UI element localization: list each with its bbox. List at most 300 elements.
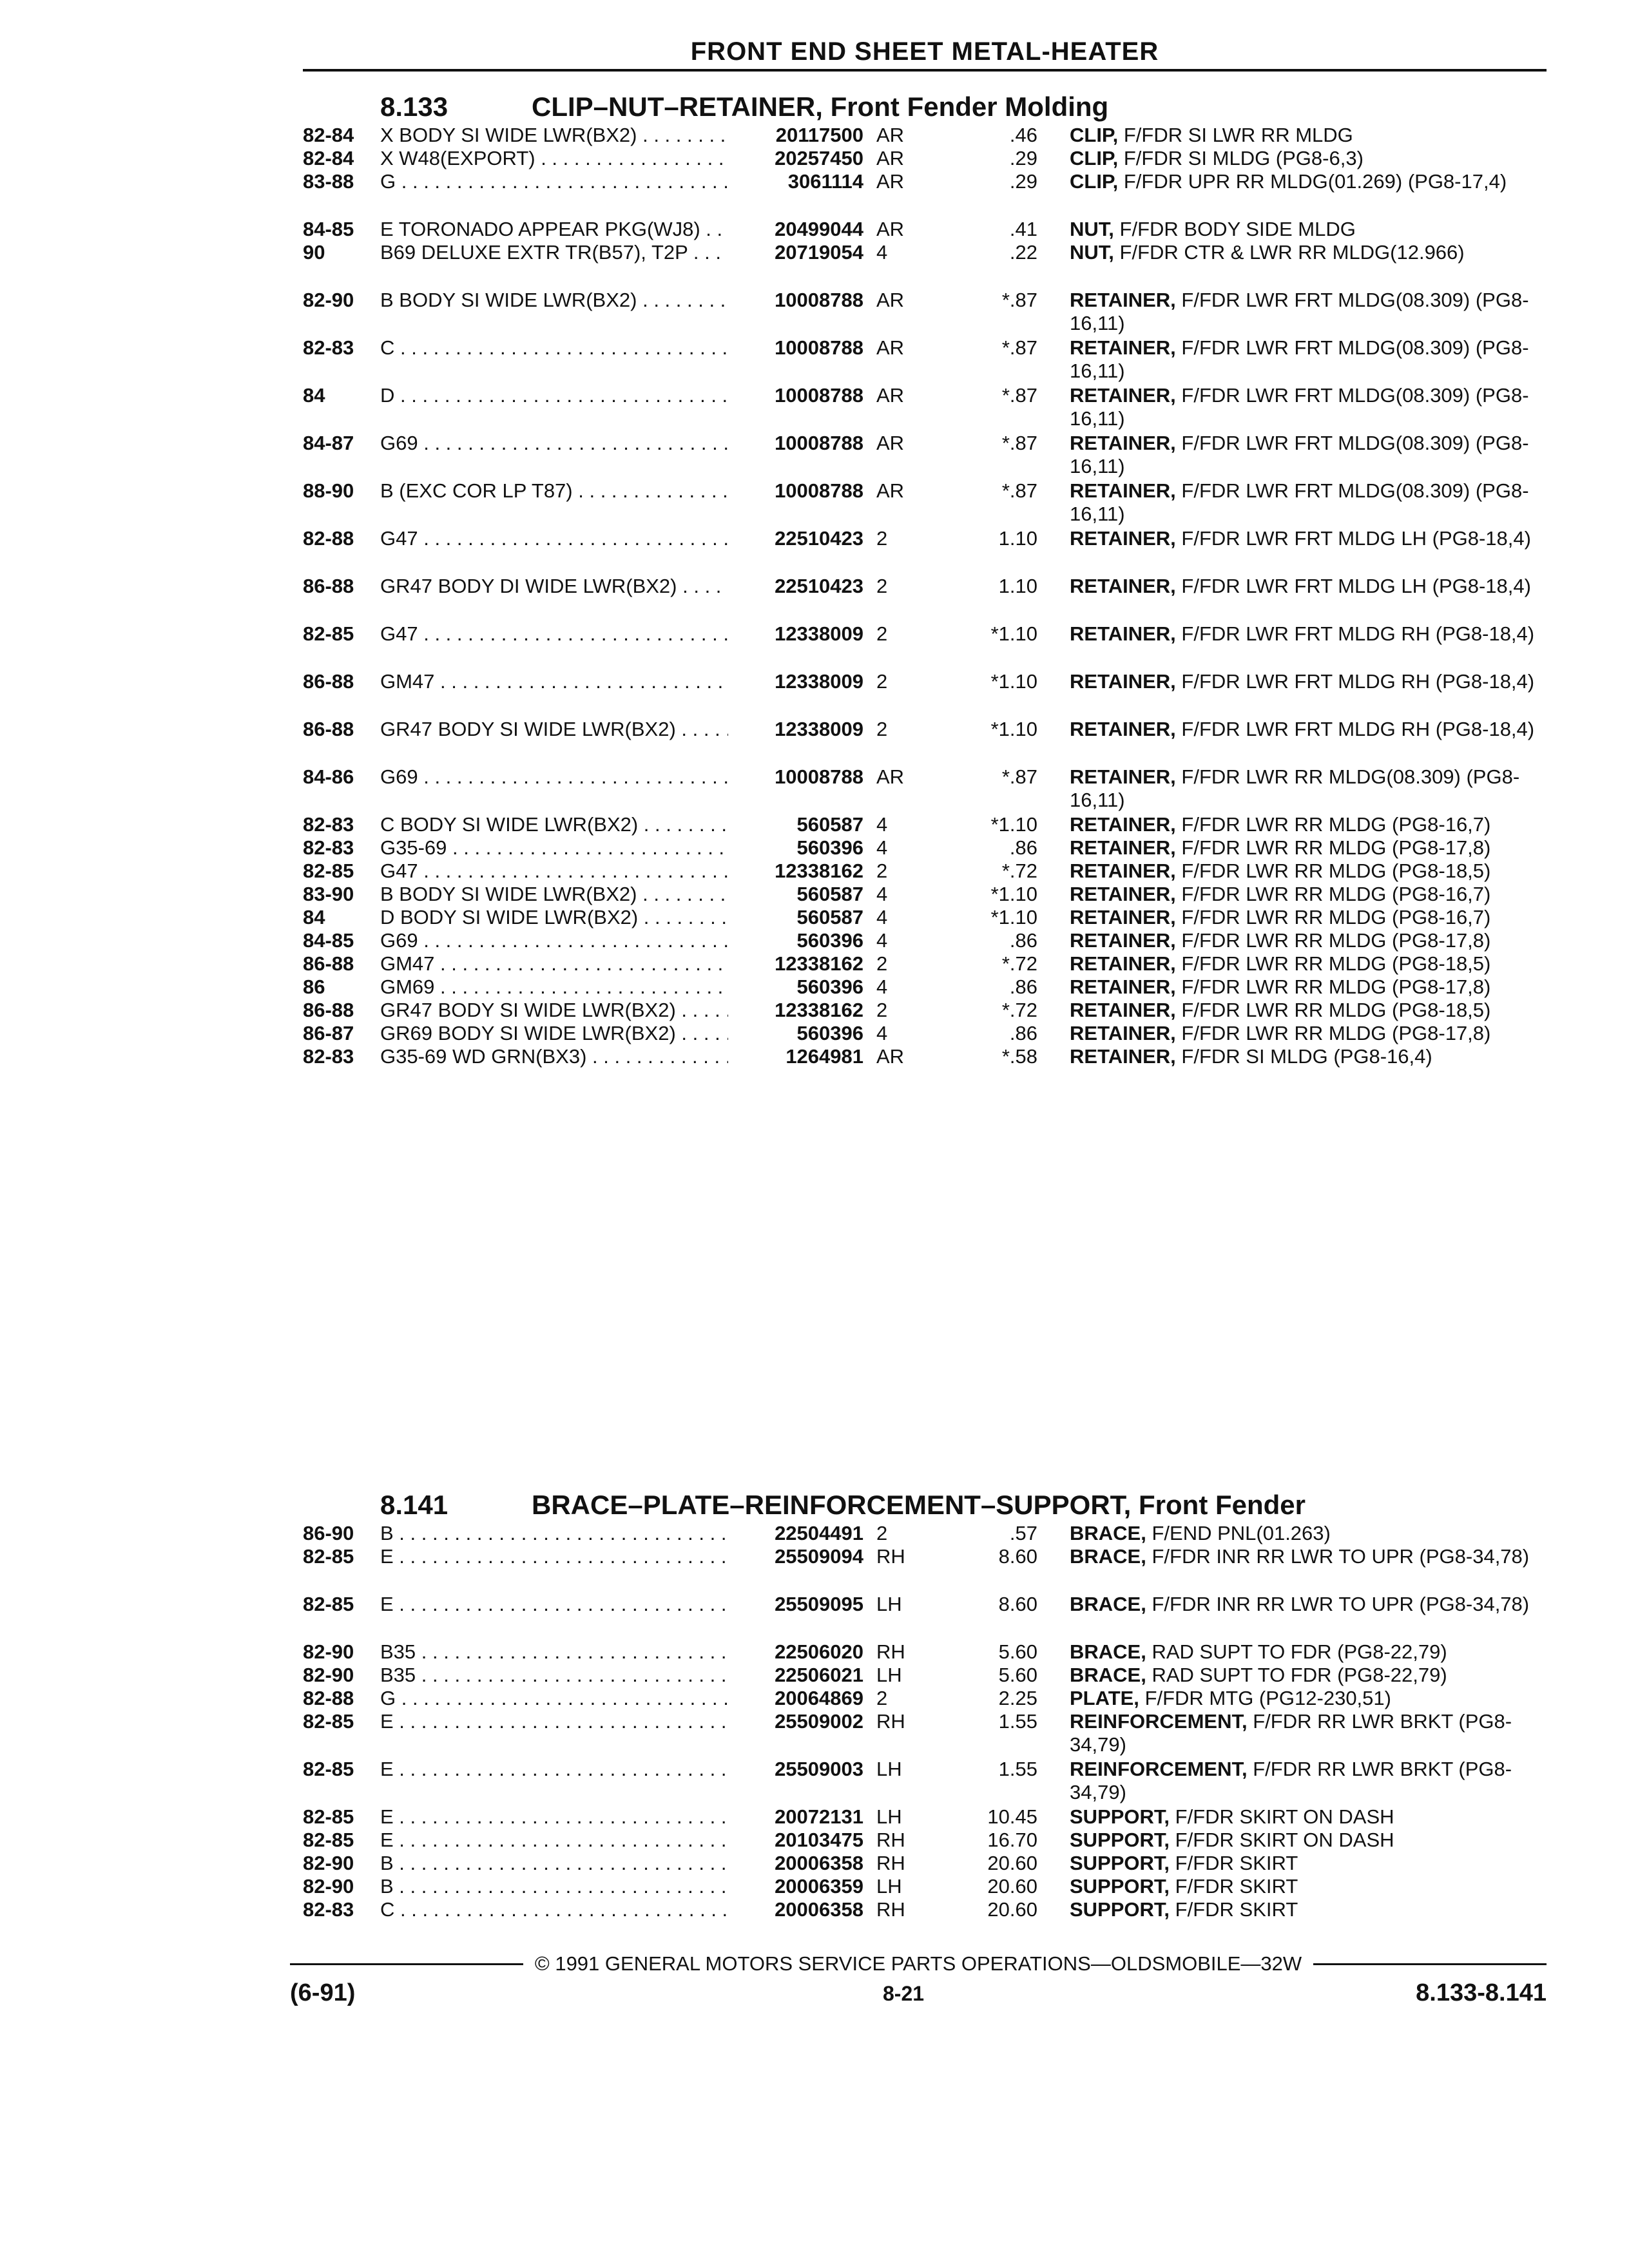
section-number: 8.141 xyxy=(380,1490,448,1520)
part-number: 22506021 xyxy=(775,1664,863,1686)
price: *.87 xyxy=(1001,432,1037,454)
part-number: 12338009 xyxy=(775,670,863,693)
part-number: 25509095 xyxy=(775,1593,863,1615)
year-range: 82-84 xyxy=(303,124,354,146)
part-type: RETAINER, xyxy=(1070,336,1176,359)
year-range: 82-85 xyxy=(303,1829,354,1851)
model-code xyxy=(380,1664,728,1687)
description-text: F/FDR LWR RR MLDG (PG8-18,5) xyxy=(1181,952,1491,975)
year-range: 86 xyxy=(303,975,325,998)
footer-section-range: 8.133-8.141 xyxy=(1416,1979,1547,2006)
description xyxy=(1070,1710,1547,1756)
year-range: 82-90 xyxy=(303,1664,354,1686)
part-type: SUPPORT, xyxy=(1070,1805,1170,1828)
description xyxy=(1070,479,1547,526)
year-range: 90 xyxy=(303,241,325,264)
description xyxy=(1070,718,1547,741)
description-text: F/END PNL(01.263) xyxy=(1152,1522,1331,1544)
table-row xyxy=(303,1593,1547,1640)
quantity: RH xyxy=(876,1829,905,1851)
model-text: X BODY SI WIDE LWR(BX2) . . . xyxy=(380,124,728,146)
part-type: RETAINER, xyxy=(1070,813,1176,836)
part-type: RETAINER, xyxy=(1070,575,1176,597)
price: *.58 xyxy=(1001,1045,1037,1068)
model-code xyxy=(380,975,728,999)
quantity: LH xyxy=(876,1875,902,1898)
quantity: 2 xyxy=(876,1522,888,1544)
description xyxy=(1070,670,1547,693)
quantity: LH xyxy=(876,1593,902,1615)
year-range: 86-88 xyxy=(303,999,354,1021)
table-row xyxy=(303,1045,1547,1068)
table-row xyxy=(303,1805,1547,1829)
part-number: 20117500 xyxy=(775,124,863,146)
description-text: F/FDR LWR FRT MLDG RH (PG8-18,4) xyxy=(1181,670,1535,693)
model-code xyxy=(380,575,728,598)
model-code xyxy=(380,1805,728,1829)
section-title xyxy=(303,90,1547,124)
part-number: 12338009 xyxy=(775,718,863,740)
part-number: 560396 xyxy=(796,975,863,998)
year-range: 83-90 xyxy=(303,883,354,905)
part-type: RETAINER, xyxy=(1070,906,1176,928)
part-number: 560587 xyxy=(796,906,863,928)
description-text: F/FDR SI LWR RR MLDG xyxy=(1123,124,1353,146)
table-row xyxy=(303,813,1547,836)
table-row xyxy=(303,1687,1547,1710)
price: *.72 xyxy=(1001,952,1037,975)
description xyxy=(1070,1640,1547,1664)
price: *.87 xyxy=(1001,336,1037,359)
model-text: C BODY SI WIDE LWR(BX2) . . . xyxy=(380,813,728,836)
quantity: RH xyxy=(876,1898,905,1921)
table-row xyxy=(303,1875,1547,1898)
model-code xyxy=(380,836,728,860)
part-type: RETAINER, xyxy=(1070,765,1176,788)
part-type: RETAINER, xyxy=(1070,836,1176,859)
price: *1.10 xyxy=(990,670,1037,693)
part-number: 3061114 xyxy=(787,170,863,193)
footer-page-number: 8-21 xyxy=(883,1982,925,2005)
table-row xyxy=(303,479,1547,527)
model-text: G47 . . . xyxy=(380,622,728,645)
part-type: SUPPORT, xyxy=(1070,1875,1170,1898)
description xyxy=(1070,1852,1547,1875)
quantity: AR xyxy=(876,765,905,788)
table-row xyxy=(303,147,1547,170)
model-code xyxy=(380,813,728,836)
section-number: 8.133 xyxy=(380,91,448,122)
part-number: 10008788 xyxy=(775,765,863,788)
model-code xyxy=(380,670,728,693)
table-row xyxy=(303,975,1547,999)
model-text: E . . . xyxy=(380,1710,728,1733)
year-range: 82-88 xyxy=(303,527,354,550)
description xyxy=(1070,999,1547,1022)
table-row xyxy=(303,883,1547,906)
year-range: 82-85 xyxy=(303,622,354,645)
page-title: FRONT END SHEET METAL-HEATER xyxy=(690,37,1159,66)
description xyxy=(1070,765,1547,812)
part-number: 20257450 xyxy=(775,147,863,169)
year-range: 86-88 xyxy=(303,575,354,597)
year-range: 84-87 xyxy=(303,432,354,454)
model-text: C . . . xyxy=(380,1898,728,1921)
table-row xyxy=(303,1829,1547,1852)
year-range: 82-83 xyxy=(303,1898,354,1921)
quantity: 4 xyxy=(876,883,888,905)
model-code xyxy=(380,883,728,906)
year-range: 82-90 xyxy=(303,289,354,311)
quantity: LH xyxy=(876,1758,902,1780)
quantity: AR xyxy=(876,289,905,311)
description-text: F/FDR LWR FRT MLDG RH (PG8-18,4) xyxy=(1181,718,1535,740)
quantity: 2 xyxy=(876,718,888,740)
year-range: 86-88 xyxy=(303,670,354,693)
description xyxy=(1070,1545,1547,1568)
table-row xyxy=(303,765,1547,813)
part-type: BRACE, xyxy=(1070,1664,1146,1686)
description-text: F/FDR RR LWR BRKT (PG8-34,79) xyxy=(1070,1758,1512,1803)
footer-rule-left xyxy=(290,1963,523,1965)
description-text: F/FDR SI MLDG (PG8-6,3) xyxy=(1123,147,1364,169)
part-type: RETAINER, xyxy=(1070,432,1176,454)
price: .29 xyxy=(1009,147,1037,169)
model-text: E . . . xyxy=(380,1545,728,1568)
part-number: 10008788 xyxy=(775,479,863,502)
description xyxy=(1070,124,1547,147)
quantity: AR xyxy=(876,147,905,169)
price: 1.55 xyxy=(998,1758,1037,1780)
model-text: GM47 . . . xyxy=(380,670,728,693)
description-text: F/FDR BODY SIDE MLDG xyxy=(1119,218,1356,240)
page-header xyxy=(303,37,1547,72)
description-text: F/FDR SKIRT xyxy=(1175,1898,1298,1921)
model-code xyxy=(380,289,728,312)
table-row xyxy=(303,1022,1547,1045)
model-text: D BODY SI WIDE LWR(BX2) . . . xyxy=(380,906,728,928)
part-type: RETAINER, xyxy=(1070,952,1176,975)
model-text: GM47 . . . xyxy=(380,952,728,975)
year-range: 88-90 xyxy=(303,479,354,502)
part-type: RETAINER, xyxy=(1070,975,1176,998)
year-range: 82-85 xyxy=(303,860,354,882)
description-text: F/FDR LWR RR MLDG(08.309) (PG8-16,11) xyxy=(1070,765,1520,811)
model-code xyxy=(380,1710,728,1733)
description-text: F/FDR INR RR LWR TO UPR (PG8-34,78) xyxy=(1152,1545,1530,1568)
model-text: E . . . xyxy=(380,1593,728,1615)
description-text: F/FDR LWR FRT MLDG(08.309) (PG8-16,11) xyxy=(1070,384,1529,430)
description xyxy=(1070,883,1547,906)
model-text: G69 . . . xyxy=(380,929,728,952)
model-text: G69 . . . xyxy=(380,432,728,454)
model-code xyxy=(380,1898,728,1921)
footer-rule-right xyxy=(1313,1963,1547,1965)
part-type: RETAINER, xyxy=(1070,718,1176,740)
model-code xyxy=(380,860,728,883)
part-number: 560396 xyxy=(796,836,863,859)
price: .29 xyxy=(1009,170,1037,193)
model-text: G69 . . . xyxy=(380,765,728,788)
part-number: 560396 xyxy=(796,929,863,952)
description xyxy=(1070,1593,1547,1616)
price: 1.10 xyxy=(998,575,1037,597)
description-text: F/FDR SKIRT ON DASH xyxy=(1175,1805,1394,1828)
model-text: B . . . xyxy=(380,1522,728,1544)
description xyxy=(1070,906,1547,929)
description-text: F/FDR LWR FRT MLDG RH (PG8-18,4) xyxy=(1181,622,1535,645)
model-code xyxy=(380,527,728,550)
description-text: F/FDR LWR RR MLDG (PG8-18,5) xyxy=(1181,999,1491,1021)
description xyxy=(1070,1875,1547,1898)
part-type: CLIP, xyxy=(1070,170,1119,193)
price: *.87 xyxy=(1001,289,1037,311)
quantity: 4 xyxy=(876,836,888,859)
section-8-133 xyxy=(303,90,1547,1068)
year-range: 86-88 xyxy=(303,718,354,740)
description xyxy=(1070,384,1547,430)
model-code xyxy=(380,1022,728,1045)
part-number: 20103475 xyxy=(775,1829,863,1851)
part-type: RETAINER, xyxy=(1070,929,1176,952)
description xyxy=(1070,929,1547,952)
year-range: 82-85 xyxy=(303,1593,354,1615)
description-text: F/FDR LWR RR MLDG (PG8-16,7) xyxy=(1181,906,1491,928)
description xyxy=(1070,218,1547,241)
year-range: 82-90 xyxy=(303,1640,354,1663)
year-range: 86-87 xyxy=(303,1022,354,1044)
page-footer xyxy=(290,1952,1547,2012)
model-text: B . . . xyxy=(380,1875,728,1898)
price: .86 xyxy=(1009,836,1037,859)
description-text: F/FDR LWR RR MLDG (PG8-17,8) xyxy=(1181,929,1491,952)
model-code xyxy=(380,147,728,170)
part-type: RETAINER, xyxy=(1070,999,1176,1021)
year-range: 82-88 xyxy=(303,1687,354,1709)
part-type: BRACE, xyxy=(1070,1545,1146,1568)
model-text: B BODY SI WIDE LWR(BX2) . . . xyxy=(380,883,728,905)
description xyxy=(1070,952,1547,975)
price: 1.10 xyxy=(998,527,1037,550)
year-range: 86-88 xyxy=(303,952,354,975)
table-row xyxy=(303,999,1547,1022)
quantity: AR xyxy=(876,384,905,407)
model-text: GR47 BODY SI WIDE LWR(BX2) . . . xyxy=(380,999,728,1021)
price: *.72 xyxy=(1001,999,1037,1021)
table-row xyxy=(303,1710,1547,1758)
price: .22 xyxy=(1009,241,1037,264)
quantity: AR xyxy=(876,432,905,454)
price: *1.10 xyxy=(990,718,1037,740)
description xyxy=(1070,1687,1547,1710)
model-code xyxy=(380,1593,728,1616)
part-type: SUPPORT, xyxy=(1070,1852,1170,1874)
price: *.87 xyxy=(1001,765,1037,788)
table-row xyxy=(303,670,1547,718)
part-type: RETAINER, xyxy=(1070,860,1176,882)
table-row xyxy=(303,241,1547,289)
model-text: GR69 BODY SI WIDE LWR(BX2) . . . xyxy=(380,1022,728,1044)
part-number: 20006358 xyxy=(775,1898,863,1921)
table-row xyxy=(303,1758,1547,1805)
model-code xyxy=(380,906,728,929)
quantity: 2 xyxy=(876,999,888,1021)
table-row xyxy=(303,718,1547,765)
part-number: 10008788 xyxy=(775,289,863,311)
quantity: 2 xyxy=(876,527,888,550)
year-range: 84 xyxy=(303,906,325,928)
table-row xyxy=(303,1852,1547,1875)
model-code xyxy=(380,1829,728,1852)
part-type: BRACE, xyxy=(1070,1522,1146,1544)
part-number: 20719054 xyxy=(775,241,863,264)
description xyxy=(1070,1829,1547,1852)
quantity: 4 xyxy=(876,906,888,928)
quantity: AR xyxy=(876,218,905,240)
table-row xyxy=(303,1898,1547,1921)
price: 20.60 xyxy=(987,1875,1037,1898)
model-code xyxy=(380,765,728,789)
model-code xyxy=(380,336,728,360)
description-text: F/FDR MTG (PG12-230,51) xyxy=(1144,1687,1391,1709)
model-code xyxy=(380,1522,728,1545)
part-type: NUT, xyxy=(1070,218,1114,240)
model-code xyxy=(380,479,728,503)
model-text: B BODY SI WIDE LWR(BX2) . . . xyxy=(380,289,728,311)
model-text: GR47 BODY SI WIDE LWR(BX2) . . . xyxy=(380,718,728,740)
part-type: SUPPORT, xyxy=(1070,1829,1170,1851)
price: 8.60 xyxy=(998,1545,1037,1568)
year-range: 82-85 xyxy=(303,1710,354,1733)
part-type: RETAINER, xyxy=(1070,479,1176,502)
description-text: F/FDR SI MLDG (PG8-16,4) xyxy=(1181,1045,1432,1068)
quantity: AR xyxy=(876,170,905,193)
part-type: REINFORCEMENT, xyxy=(1070,1710,1248,1733)
description-text: F/FDR CTR & LWR RR MLDG(12.966) xyxy=(1119,241,1465,264)
quantity: AR xyxy=(876,336,905,359)
part-number: 20006358 xyxy=(775,1852,863,1874)
part-type: RETAINER, xyxy=(1070,1022,1176,1044)
quantity: RH xyxy=(876,1545,905,1568)
quantity: 4 xyxy=(876,1022,888,1044)
quantity: 2 xyxy=(876,622,888,645)
price: 5.60 xyxy=(998,1640,1037,1663)
year-range: 82-85 xyxy=(303,1805,354,1828)
year-range: 82-83 xyxy=(303,813,354,836)
part-number: 10008788 xyxy=(775,336,863,359)
model-text: G . . . xyxy=(380,1687,728,1709)
year-range: 84 xyxy=(303,384,325,407)
year-range: 82-84 xyxy=(303,147,354,169)
part-type: PLATE, xyxy=(1070,1687,1139,1709)
description-text: F/FDR LWR RR MLDG (PG8-16,7) xyxy=(1181,813,1491,836)
part-type: RETAINER, xyxy=(1070,384,1176,407)
part-number: 22506020 xyxy=(775,1640,863,1663)
model-text: B35 . . . xyxy=(380,1664,728,1686)
price: 20.60 xyxy=(987,1898,1037,1921)
description xyxy=(1070,813,1547,836)
model-code xyxy=(380,952,728,975)
part-number: 12338162 xyxy=(775,999,863,1021)
model-code xyxy=(380,124,728,147)
model-text: C . . . xyxy=(380,336,728,359)
table-row xyxy=(303,1545,1547,1593)
part-type: NUT, xyxy=(1070,241,1114,264)
description-text: F/FDR LWR RR MLDG (PG8-17,8) xyxy=(1181,1022,1491,1044)
description-text: F/FDR SKIRT ON DASH xyxy=(1175,1829,1394,1851)
description xyxy=(1070,622,1547,646)
table-row xyxy=(303,836,1547,860)
part-type: BRACE, xyxy=(1070,1640,1146,1663)
section-8-141 xyxy=(303,1488,1547,1921)
part-type: RETAINER, xyxy=(1070,527,1176,550)
price: 16.70 xyxy=(987,1829,1037,1851)
price: .86 xyxy=(1009,975,1037,998)
quantity: RH xyxy=(876,1852,905,1874)
table-row xyxy=(303,289,1547,336)
price: *1.10 xyxy=(990,883,1037,905)
quantity: RH xyxy=(876,1710,905,1733)
year-range: 82-90 xyxy=(303,1875,354,1898)
part-number: 560587 xyxy=(796,883,863,905)
model-text: G35-69 WD GRN(BX3) . . . xyxy=(380,1045,728,1068)
price: *1.10 xyxy=(990,622,1037,645)
model-text: GM69 . . . xyxy=(380,975,728,998)
table-row xyxy=(303,432,1547,479)
quantity: RH xyxy=(876,1640,905,1663)
model-code xyxy=(380,384,728,407)
table-row xyxy=(303,336,1547,384)
year-range: 84-85 xyxy=(303,929,354,952)
header-rule xyxy=(303,69,1547,72)
table-row xyxy=(303,384,1547,432)
quantity: 2 xyxy=(876,952,888,975)
description xyxy=(1070,836,1547,860)
year-range: 84-86 xyxy=(303,765,354,788)
part-type: REINFORCEMENT, xyxy=(1070,1758,1248,1780)
table-row xyxy=(303,218,1547,241)
quantity: 4 xyxy=(876,929,888,952)
model-code xyxy=(380,241,728,264)
quantity: AR xyxy=(876,1045,905,1068)
part-number: 22510423 xyxy=(775,527,863,550)
quantity: 2 xyxy=(876,1687,888,1709)
description-text: F/FDR LWR RR MLDG (PG8-17,8) xyxy=(1181,975,1491,998)
description-text: F/FDR SKIRT xyxy=(1175,1852,1298,1874)
part-type: SUPPORT, xyxy=(1070,1898,1170,1921)
footer-copyright-line xyxy=(290,1952,1547,1975)
part-type: RETAINER, xyxy=(1070,1045,1176,1068)
description xyxy=(1070,1664,1547,1687)
price: *1.10 xyxy=(990,813,1037,836)
description-text: F/FDR LWR RR MLDG (PG8-17,8) xyxy=(1181,836,1491,859)
description xyxy=(1070,289,1547,335)
year-range: 83-88 xyxy=(303,170,354,193)
description xyxy=(1070,575,1547,598)
part-number: 12338009 xyxy=(775,622,863,645)
price: 1.55 xyxy=(998,1710,1037,1733)
quantity: 4 xyxy=(876,813,888,836)
price: 2.25 xyxy=(998,1687,1037,1709)
part-number: 20072131 xyxy=(775,1805,863,1828)
part-number: 560396 xyxy=(796,1022,863,1044)
footer-copyright: © 1991 GENERAL MOTORS SERVICE PARTS OPERATIONS—OLDSMOBILE—32W xyxy=(534,1952,1302,1975)
model-text: G47 . . . xyxy=(380,527,728,550)
model-code xyxy=(380,718,728,741)
year-range: 82-85 xyxy=(303,1758,354,1780)
part-type: RETAINER, xyxy=(1070,883,1176,905)
description xyxy=(1070,170,1547,193)
